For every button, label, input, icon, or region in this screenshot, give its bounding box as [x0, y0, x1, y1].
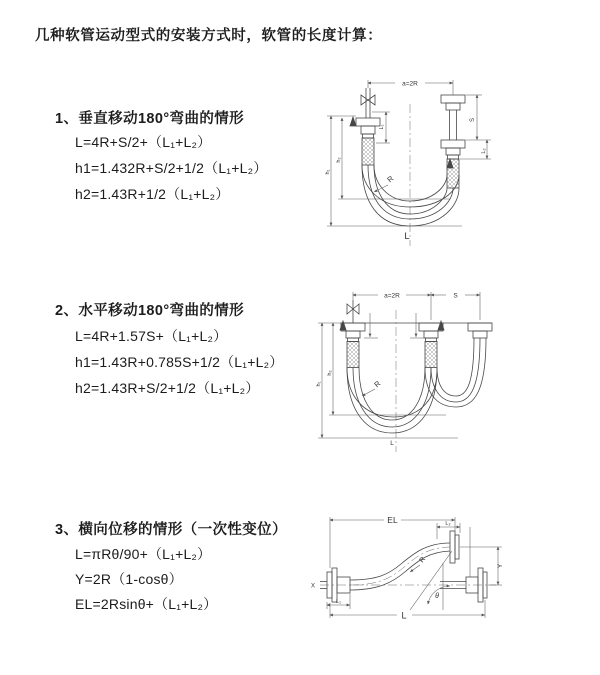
dim-label-r: R [372, 378, 383, 390]
section-3-heading: 3、横向位移的情形（一次性变位） [55, 522, 287, 538]
section-1-formula-L: L=4R+S/2+（L₁+L₂） [75, 134, 212, 150]
dim-label-el: EL [387, 515, 398, 525]
dim-label-h2: h₂ [327, 370, 333, 376]
dimensions-3 [311, 515, 504, 621]
movement-arrow-icon [350, 117, 356, 126]
hose-braid [362, 138, 374, 165]
section-1-formula-h1: h1=1.432R+S/2+1/2（L₁+L₂） [75, 160, 268, 176]
dim-label-h2: h₂ [336, 157, 342, 163]
dim-label-a2r: a=2R [402, 80, 418, 88]
hose-assembly-3 [320, 531, 496, 602]
dimensions-2 [316, 292, 480, 447]
right-upper-flange [441, 95, 465, 103]
dim-label-l1: L₁ [336, 599, 341, 605]
dim-label-l: L [401, 610, 407, 621]
right-lower-flange [441, 140, 465, 148]
dim-label-h1: h₁ [316, 381, 322, 387]
section-2-heading: 2、水平移动180°弯曲的情形 [55, 303, 245, 319]
dim-label-h1: h₁ [325, 169, 331, 175]
hose-braid [425, 342, 437, 368]
dim-label-l2: L₂ [481, 148, 487, 154]
dim-label-l: L [404, 231, 410, 242]
dim-label-r: R [418, 555, 428, 565]
section-3-formula-L: L=πRθ/90+（L₁+L₂） [75, 546, 212, 562]
dim-label-theta: θ [435, 593, 439, 600]
diagram-vertical-180-bend [310, 68, 590, 258]
dim-label-l1: L₁ [379, 124, 385, 130]
dim-label-y: Y [497, 563, 504, 569]
hose-braid [347, 342, 359, 368]
displaced-flange [450, 531, 455, 563]
dim-label-l2: L₂ [445, 521, 451, 527]
section-1-heading: 1、垂直移动180°弯曲的情形 [55, 111, 245, 127]
section-3-formula-Y: Y=2R（1-cosθ） [75, 571, 183, 587]
diagram-lateral-displacement [300, 505, 600, 645]
dim-label-r: R [385, 173, 396, 185]
dimensions-1 [325, 80, 491, 242]
section-2-formula-h2: h2=1.43R+S/2+1/2（L₁+L₂） [75, 380, 260, 396]
section-2-formula-h1: h1=1.43R+0.785S+1/2（L₁+L₂） [75, 354, 284, 370]
section-1-formula-h2: h2=1.43R+1/2（L₁+L₂） [75, 186, 230, 202]
page-title: 几种软管运动型式的安装方式时，软管的长度计算： [35, 28, 383, 44]
dim-label-s: S [453, 292, 458, 300]
left-flange [356, 118, 380, 126]
section-3-formula-EL: EL=2Rsinθ+（L₁+L₂） [75, 596, 218, 612]
dim-label-s: S [470, 117, 476, 123]
axis-label-x: X [310, 583, 316, 590]
dim-label-l: L [390, 440, 394, 447]
dim-label-a2r: a=2R [384, 292, 400, 300]
section-2-formula-L: L=4R+1.57S+（L₁+L₂） [75, 328, 228, 344]
diagram-horizontal-180-bend [308, 280, 598, 475]
hose-assembly-1 [350, 88, 465, 246]
valve-icon [361, 95, 375, 105]
right-flange [468, 323, 492, 331]
